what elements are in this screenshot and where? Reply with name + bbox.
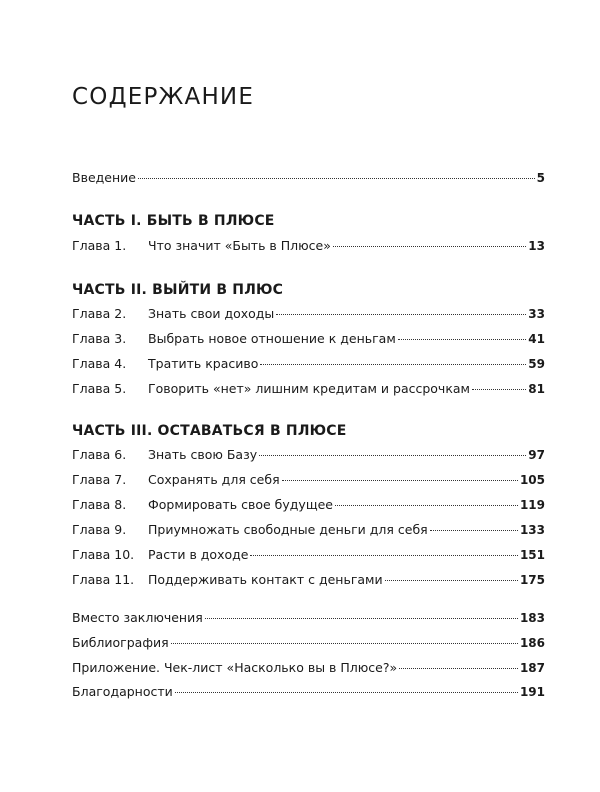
page-number: 119 bbox=[519, 498, 545, 512]
dot-leader bbox=[335, 505, 518, 506]
entry-title: Формировать свое будущее bbox=[148, 497, 333, 512]
entry-title: Введение bbox=[72, 170, 136, 185]
chapter-label: Глава 2. bbox=[72, 306, 127, 321]
part-heading-3: ЧАСТЬ III. ОСТАВАТЬСЯ В ПЛЮСЕ bbox=[72, 423, 347, 439]
part-heading-2: ЧАСТЬ II. ВЫЙТИ В ПЛЮС bbox=[72, 282, 284, 298]
dot-leader bbox=[385, 580, 518, 581]
toc-entry-chapter-7[interactable] bbox=[72, 472, 545, 492]
entry-title: Приумножать свободные деньги для себя bbox=[148, 522, 428, 537]
entry-title: Библиография bbox=[72, 635, 169, 650]
toc-entry-conclusion[interactable] bbox=[72, 610, 545, 630]
dot-leader bbox=[205, 618, 518, 619]
dot-leader bbox=[250, 555, 517, 556]
toc-entry-chapter-9[interactable] bbox=[72, 522, 545, 542]
toc-entry-chapter-1[interactable] bbox=[72, 238, 545, 258]
entry-title: Благодарности bbox=[72, 684, 173, 699]
chapter-label: Глава 7. bbox=[72, 472, 127, 487]
toc-entry-chapter-10[interactable] bbox=[72, 547, 545, 567]
page-number: 105 bbox=[519, 473, 545, 487]
toc-entry-chapter-2[interactable] bbox=[72, 306, 545, 326]
chapter-label: Глава 3. bbox=[72, 331, 127, 346]
dot-leader bbox=[430, 530, 518, 531]
chapter-label: Глава 4. bbox=[72, 356, 127, 371]
dot-leader bbox=[175, 692, 518, 693]
chapter-label: Глава 9. bbox=[72, 522, 127, 537]
dot-leader bbox=[276, 314, 526, 315]
page-number: 59 bbox=[528, 357, 545, 371]
page-number: 187 bbox=[519, 661, 545, 675]
page-number: 133 bbox=[519, 523, 545, 537]
dot-leader bbox=[399, 668, 518, 669]
entry-title: Знать свою Базу bbox=[148, 447, 258, 462]
dot-leader bbox=[472, 389, 526, 390]
entry-title: Знать свои доходы bbox=[148, 306, 275, 321]
entry-title: Поддерживать контакт с деньгами bbox=[148, 572, 383, 587]
entry-title: Говорить «нет» лишним кредитам и рассрочкам bbox=[148, 381, 470, 396]
entry-title: Вместо заключения bbox=[72, 610, 203, 625]
entry-title: Тратить красиво bbox=[148, 356, 259, 371]
dot-leader bbox=[260, 364, 526, 365]
toc-entry-chapter-6[interactable] bbox=[72, 447, 545, 467]
toc-entry-chapter-5[interactable] bbox=[72, 381, 545, 401]
chapter-label: Глава 10. bbox=[72, 547, 135, 562]
page-title: СОДЕРЖАНИЕ bbox=[72, 84, 255, 110]
chapter-label: Глава 8. bbox=[72, 497, 127, 512]
toc-entry-chapter-8[interactable] bbox=[72, 497, 545, 517]
page-number: 151 bbox=[519, 548, 545, 562]
page-number: 183 bbox=[519, 611, 545, 625]
part-heading-1: ЧАСТЬ I. БЫТЬ В ПЛЮСЕ bbox=[72, 213, 275, 229]
chapter-label: Глава 5. bbox=[72, 381, 127, 396]
page-number: 186 bbox=[519, 636, 545, 650]
dot-leader bbox=[171, 643, 518, 644]
page-number: 81 bbox=[528, 382, 545, 396]
dot-leader bbox=[282, 480, 518, 481]
page-number: 175 bbox=[519, 573, 545, 587]
page-number: 13 bbox=[528, 239, 545, 253]
toc-entry-bibliography[interactable] bbox=[72, 635, 545, 655]
page-number: 5 bbox=[536, 171, 545, 185]
dot-leader bbox=[398, 339, 527, 340]
dot-leader bbox=[333, 246, 526, 247]
toc-entry-acknowledgements[interactable] bbox=[72, 684, 545, 704]
toc-entry-appendix[interactable] bbox=[72, 660, 545, 680]
page-number: 191 bbox=[519, 685, 545, 699]
entry-title: Приложение. Чек-лист «Насколько вы в Плюсе?» bbox=[72, 660, 398, 675]
entry-title: Выбрать новое отношение к деньгам bbox=[148, 331, 396, 346]
page-number: 41 bbox=[528, 332, 545, 346]
dot-leader bbox=[138, 178, 535, 179]
toc-entry-chapter-4[interactable] bbox=[72, 356, 545, 376]
toc-entry-chapter-11[interactable] bbox=[72, 572, 545, 592]
toc-entry-chapter-3[interactable] bbox=[72, 331, 545, 351]
chapter-label: Глава 11. bbox=[72, 572, 135, 587]
chapter-label: Глава 6. bbox=[72, 447, 127, 462]
chapter-label: Глава 1. bbox=[72, 238, 127, 253]
toc-entry-intro[interactable] bbox=[72, 170, 545, 190]
entry-title: Расти в доходе bbox=[148, 547, 249, 562]
page-number: 97 bbox=[528, 448, 545, 462]
entry-title: Что значит «Быть в Плюсе» bbox=[148, 238, 331, 253]
page-number: 33 bbox=[528, 307, 545, 321]
dot-leader bbox=[259, 455, 526, 456]
entry-title: Сохранять для себя bbox=[148, 472, 280, 487]
